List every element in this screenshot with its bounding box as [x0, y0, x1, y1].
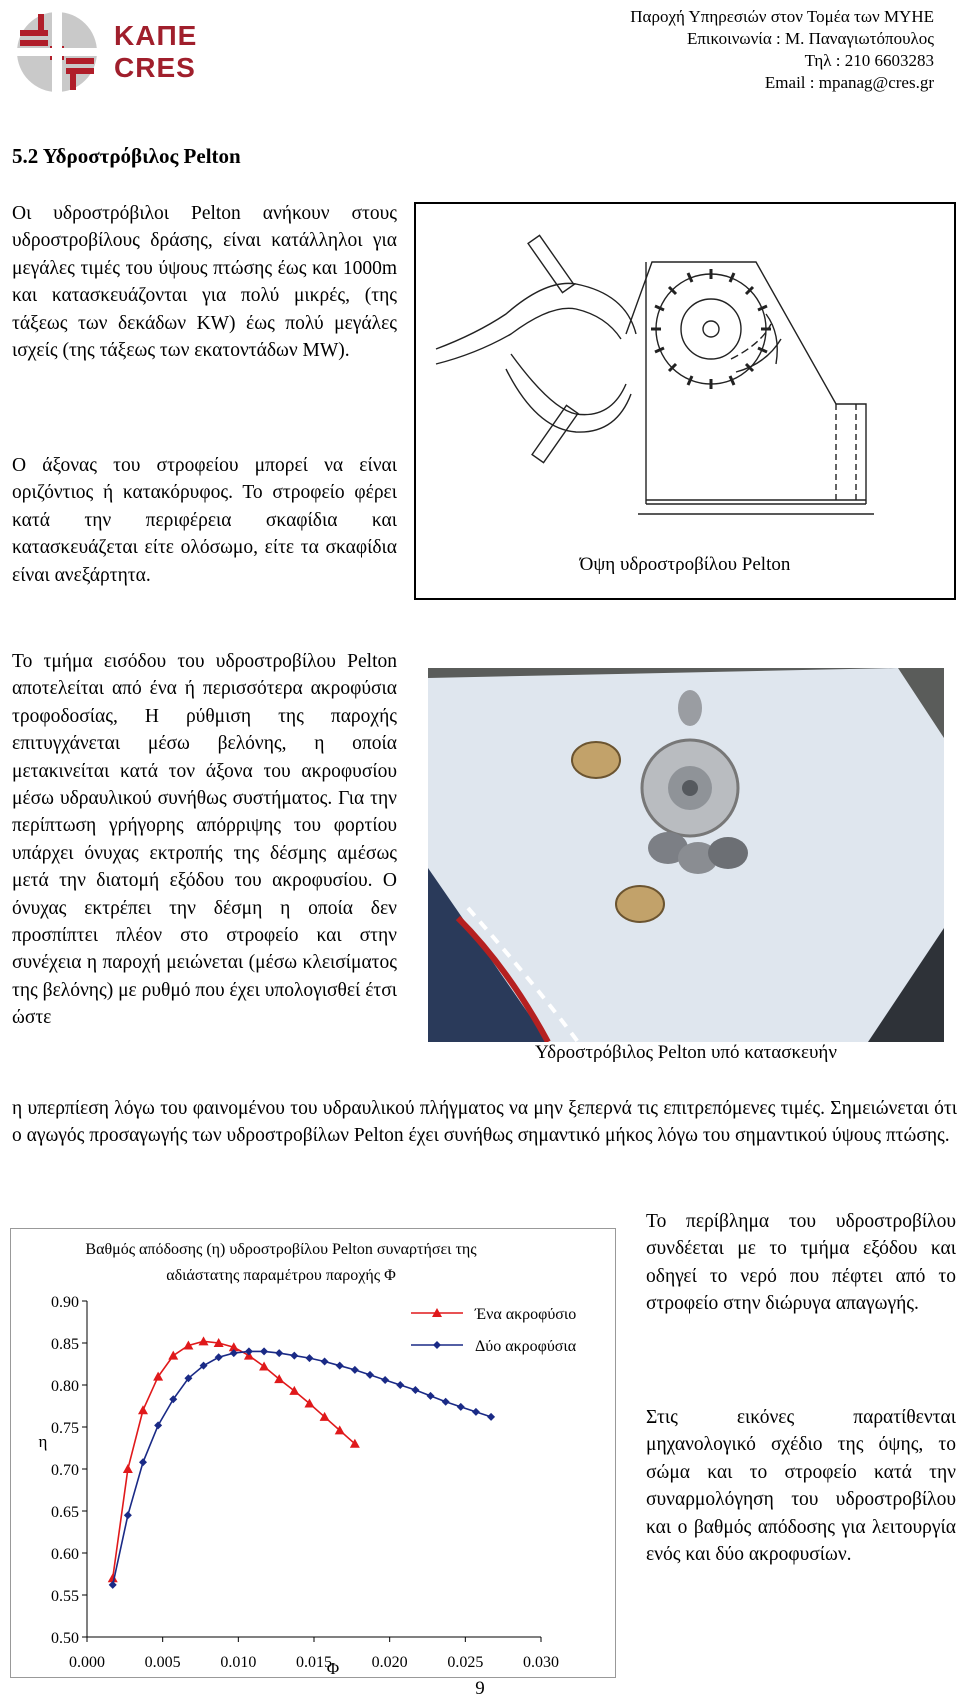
header-contact-line: Επικοινωνία : Μ. Παναγιωτόπουλος — [686, 29, 934, 48]
cres-logo — [12, 2, 202, 102]
construction-photo — [428, 668, 944, 1042]
paragraph-shaft: Ο άξονας του στροφείου μπορεί να είναι οριζόντιος ή κατακόρυφος. Το στροφείο φέρει κατά την περιφέρεια σκαφίδια και κατασκευάζεται είτε ολόσωμο, είτε τα σκαφίδια είναι ανεξάρτητα. — [12, 455, 397, 586]
series-2-point — [290, 1352, 298, 1360]
chart-title-line2: αδιάστατης παραμέτρου παροχής Φ — [166, 1267, 396, 1284]
photo-graphic — [428, 668, 944, 1042]
series-2-point — [275, 1349, 283, 1357]
paragraph-figures: Στις εικόνες παρατίθενται μηχανολογικό σχέδιο της όψης, το σώμα και το στροφείο κατά την συναρμολόγηση του υδροστροβίλου και ο βαθμός απόδοσης για λειτουργία ενός και δύο ακροφυσίων. — [646, 1407, 956, 1566]
x-tick-label: 0.030 — [523, 1654, 559, 1671]
page-number: 9 — [475, 1678, 485, 1699]
series-2-point — [457, 1403, 465, 1411]
efficiency-chart — [10, 1228, 616, 1678]
x-tick-label: 0.020 — [371, 1654, 408, 1671]
paragraph-inlet: Το τμήμα εισόδου του υδροστροβίλου Pelton αποτελείται από ένα ή περισσότερα ακροφύσια τροφοδοσίας, Η ρύθμιση της παροχής επιτυγχάνεται μέσω βελόνης, η οποία μετακινείται κατά τον άξονα του ακροφυσίου μέσω υδραυλικού συνήθως συστήματος. Για την περίπτωση γρήγορης απόρριψης του φορτίου υπάρχει όνυχας εκτροπής της δέσμης αμέσως μετά την διατομή εξόδου του ακροφυσίου. Ο όνυχας εκτρέπει την δέσμη η οποία δεν προσπίπτει πλέον στο στροφείο και στην συνέχεια η παροχή μειώνεται (μέσω κλεισίματος της βελόνης) με ρυθμό που έχει υπολογισθεί έτσι ώστε — [12, 651, 397, 1029]
logo-text-cres: CRES — [114, 52, 196, 83]
series-2-point — [154, 1421, 162, 1429]
y-axis-label: η — [38, 1432, 48, 1451]
y-tick-label: 0.90 — [51, 1294, 79, 1311]
series-2-point — [124, 1511, 132, 1519]
x-tick-label: 0.025 — [447, 1654, 484, 1671]
series-2-point — [487, 1413, 495, 1421]
header-email-line[interactable]: Email : mpanag@cres.gr — [764, 73, 934, 92]
series-2-point — [411, 1386, 419, 1394]
series-2-point — [366, 1371, 374, 1379]
x-tick-label: 0.005 — [144, 1654, 181, 1671]
paragraph-casing: Το περίβλημα του υδροστροβίλου συνδέεται με το τμήμα εξόδου και οδηγεί το νερό που πέφτει από το στροφείο στην διώρυγα απαγωγής. — [646, 1211, 956, 1315]
series-2-point — [442, 1398, 450, 1406]
series-2-point — [351, 1366, 359, 1374]
y-tick-label: 0.65 — [51, 1504, 79, 1521]
chart-plot — [11, 1229, 615, 1677]
y-tick-label: 0.75 — [51, 1420, 79, 1437]
series-2-point — [381, 1376, 389, 1384]
x-axis-label: Φ — [326, 1659, 340, 1677]
legend-label-1: Ένα ακροφύσιο — [475, 1306, 577, 1323]
x-tick-label: 0.010 — [220, 1654, 257, 1671]
header-phone-line: Τηλ : 210 6603283 — [804, 51, 934, 70]
section-title: 5.2 Υδροστρόβιλος Pelton — [12, 144, 241, 168]
y-tick-label: 0.70 — [51, 1462, 79, 1479]
y-tick-label: 0.60 — [51, 1546, 79, 1563]
series-1-point — [108, 1573, 118, 1582]
series-2-point — [305, 1354, 313, 1362]
series-1-line — [113, 1341, 355, 1578]
series-2-point — [396, 1381, 404, 1389]
y-tick-label: 0.85 — [51, 1336, 79, 1353]
series-2-point — [215, 1353, 223, 1361]
series-1-point — [123, 1464, 133, 1473]
series-2-point — [139, 1458, 147, 1466]
x-tick-label: 0.000 — [69, 1654, 105, 1671]
series-2-point — [427, 1392, 435, 1400]
y-tick-label: 0.80 — [51, 1378, 79, 1395]
x-tick-label: 0.015 — [296, 1654, 332, 1671]
y-tick-label: 0.50 — [51, 1630, 79, 1647]
paragraph-inlet-continued: η υπερπίεση λόγω του φαινομένου του υδραυλικού πλήγματος να μην ξεπερνά τις επιτρεπόμενες τιμές. Σημειώνεται ότι ο αγωγός προσαγωγής των υδροστροβίλων Pelton έχει συνήθως σημαντικό μήκος λόγω του σημαντικού ύψους πτώσης. — [12, 1098, 957, 1147]
logo-text-kape: ΚΑΠΕ — [114, 20, 198, 51]
series-2-point — [321, 1357, 329, 1365]
chart-title-line1: Βαθμός απόδοσης (η) υδροστροβίλου Pelton συναρτήσει της — [85, 1241, 477, 1258]
series-1-point — [199, 1336, 209, 1345]
photo-caption: Υδροστρόβιλος Pelton υπό κατασκευήν — [535, 1042, 837, 1063]
pelton-drawing — [416, 204, 954, 544]
series-2-point — [472, 1408, 480, 1416]
series-1-point — [168, 1351, 178, 1360]
drawing-figure — [414, 202, 956, 600]
drawing-caption: Όψη υδροστροβίλου Pelton — [579, 554, 791, 575]
series-2-point — [433, 1341, 441, 1349]
series-2-point — [260, 1347, 268, 1355]
header-service-line: Παροχή Υπηρεσιών στον Τομέα των ΜΥΗΕ — [630, 7, 934, 26]
series-2-point — [336, 1362, 344, 1370]
contact-header — [630, 6, 934, 94]
paragraph-intro: Οι υδροστρόβιλοι Pelton ανήκουν στους υδροστροβίλους δράσης, είναι κατάλληλοι για μεγάλες τιμές του ύψους πτώσης έως και 1000m και κατασκευάζονται για πολύ μικρές, (της τάξεως των δεκάδων KW) έως πολύ μεγάλες ισχείς (της τάξεως των εκατοντάδων MW). — [12, 203, 397, 362]
series-1-point — [259, 1362, 269, 1371]
legend-label-2: Δύο ακροφύσια — [475, 1338, 577, 1355]
series-2-line — [113, 1351, 491, 1585]
series-1-point — [138, 1405, 148, 1414]
y-tick-label: 0.55 — [51, 1588, 79, 1605]
